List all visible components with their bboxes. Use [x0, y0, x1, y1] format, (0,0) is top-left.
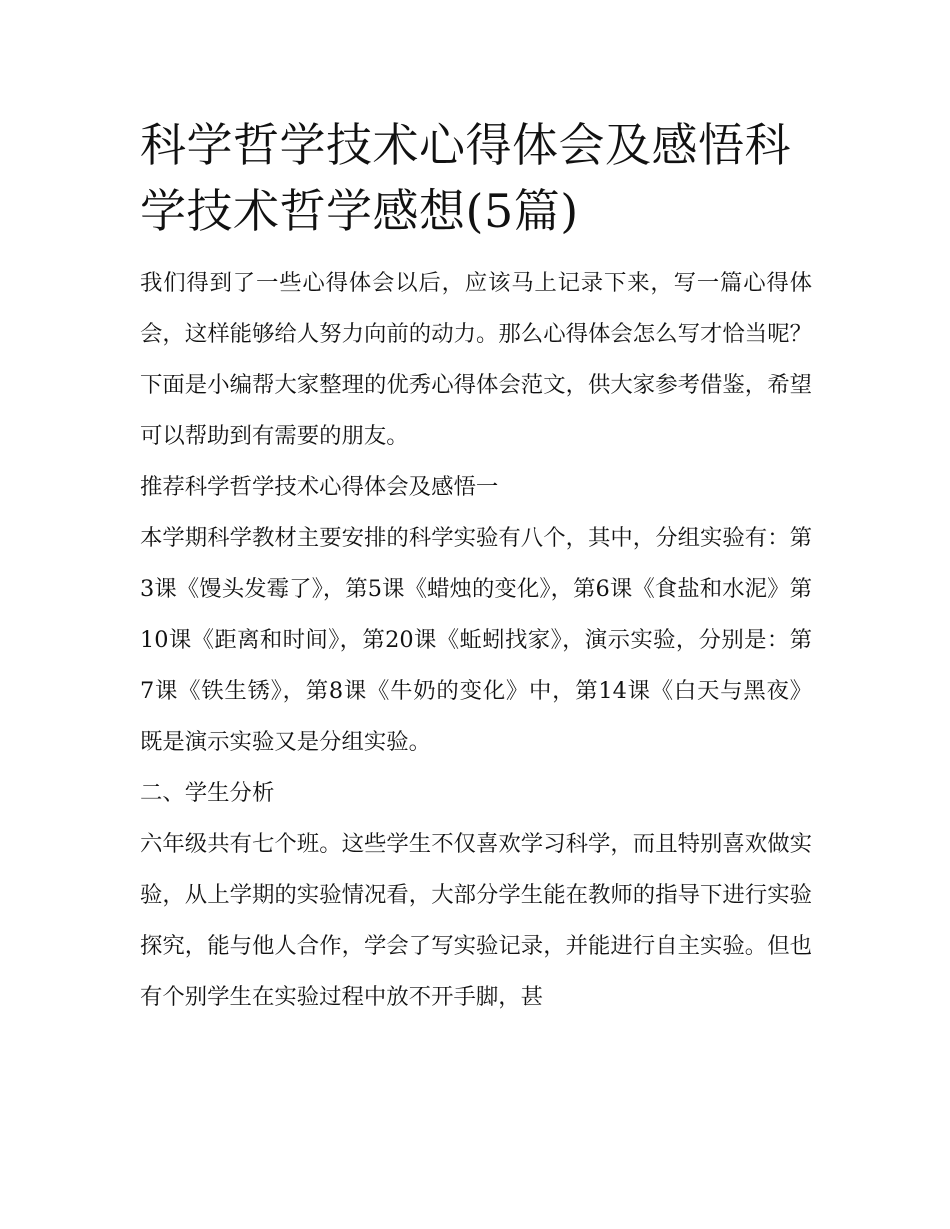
intro-paragraph: 我们得到了一些心得体会以后，应该马上记录下来，写一篇心得体会，这样能够给人努力向前的动力。那么心得体会怎么写才恰当呢？下面是小编帮大家整理的优秀心得体会范文，供大家参考借鉴，希望可以帮助到有需要的朋友。 — [140, 270, 812, 449]
body-paragraph-1: 本学期科学教材主要安排的科学实验有八个，其中，分组实验有：第3课《馒头发霉了》，第5课《蜡烛的变化》，第6课《食盐和水泥》第10课《距离和时间》，第20课《蚯蚓找家》，演示实验，分别是：第7课《铁生锈》，第8课《牛奶的变化》中，第14课《白天与黑夜》既是演示实验又是分组实验。 — [140, 525, 812, 755]
document-page — [140, 112, 812, 1023]
body-paragraph-2: 六年级共有七个班。这些学生不仅喜欢学习科学，而且特别喜欢做实验，从上学期的实验情况看，大部分学生能在教师的指导下进行实验探究，能与他人合作，学会了写实验记录，并能进行自主实验。但也有个别学生在实验过程中放不开手脚，甚 — [140, 831, 812, 1010]
document-title: 科学哲学技术心得体会及感悟科学技术哲学感想(5篇) — [140, 118, 791, 238]
section-heading-2: 二、学生分析 — [140, 780, 275, 806]
section-heading-1: 推荐科学哲学技术心得体会及感悟一 — [140, 474, 499, 500]
